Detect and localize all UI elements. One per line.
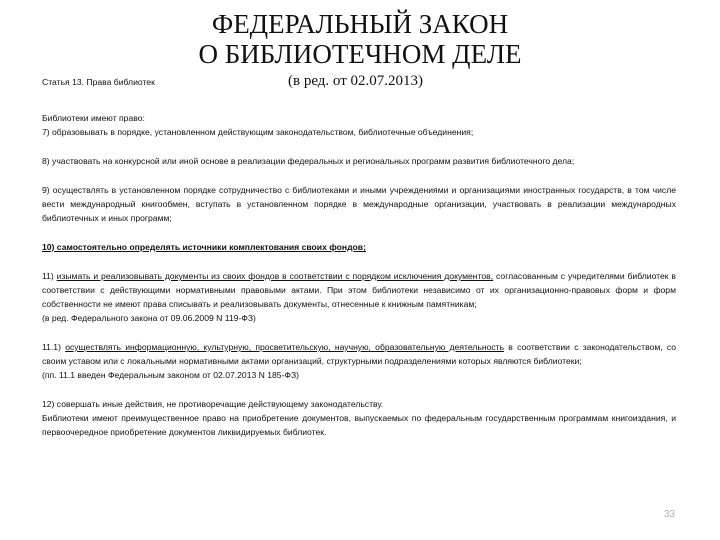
item-7: 7) образовывать в порядке, установленном действующим законодательством, библиотечные объединения; — [42, 127, 474, 137]
item-11-1 — [42, 340, 676, 368]
item-11-number: 11) — [42, 271, 54, 281]
page-title-line-1: ФЕДЕРАЛЬНЫЙ ЗАКОН — [211, 9, 509, 39]
item-11-1-text: в соответствии с законодательством, со своим уставом или с локальными нормативными актами организаций, структурными подразделениями которых являются библиотеки; — [42, 342, 677, 366]
intro-heading: Библиотеки имеют право: — [42, 113, 145, 123]
article-heading: Статья 13. Права библиотек — [42, 77, 155, 87]
item-9: 9) осуществлять в установленном порядке сотрудничество с библиотеками и иными учреждениями и организациями иностранных государств, в том числе вести международный книгообмен, вступать в установленном порядке в международные организации, участвовать в реализации международных библиотечных и иных программ; — [42, 185, 676, 223]
item-11-1-highlight: осуществлять информационную, культурную, просветительскую, научную, образовательную деятельность — [65, 342, 505, 352]
closing-paragraph: Библиотеки имеют преимущественное право на приобретение документов, выпускаемых по федеральным государственным программам книгоиздания, и первоочередное приобретение документов ликвидируемых библиотек. — [42, 413, 676, 437]
item-11-text: согласованным с учредителями библиотек в соответствии с действующими нормативными правовыми актами. При этом библиотеки независимо от их организационно-правовых форм и форм собственности не имеют права списывать и реализовывать документы, отнесенные к книжным памятникам; — [42, 271, 676, 309]
edition-note: (в ред. от 02.07.2013) — [288, 73, 424, 89]
item-11-highlight: изымать и реализовывать документы из своих фондов в соответствии с порядком исключения документов, — [56, 271, 494, 281]
item-11 — [42, 269, 676, 311]
page-title-line-2: О БИБЛИОТЕЧНОМ ДЕЛЕ — [198, 39, 522, 69]
item-10: 10) самостоятельно определять источники комплектования своих фондов; — [42, 242, 366, 252]
law-text — [42, 111, 676, 439]
item-11-1-note: (пп. 11.1 введен Федеральным законом от 02.07.2013 N 185-ФЗ) — [42, 370, 300, 380]
item-11-note: (в ред. Федерального закона от 09.06.2009 N 119-ФЗ) — [42, 313, 256, 323]
item-8: 8) участвовать на конкурсной или иной основе в реализации федеральных и региональных программ развития библиотечного дела; — [42, 156, 575, 166]
item-11-1-number: 11.1) — [42, 342, 61, 352]
item-12: 12) совершать иные действия, не противоречащие действующему законодательству. — [42, 399, 384, 409]
page-number: 33 — [664, 509, 676, 520]
